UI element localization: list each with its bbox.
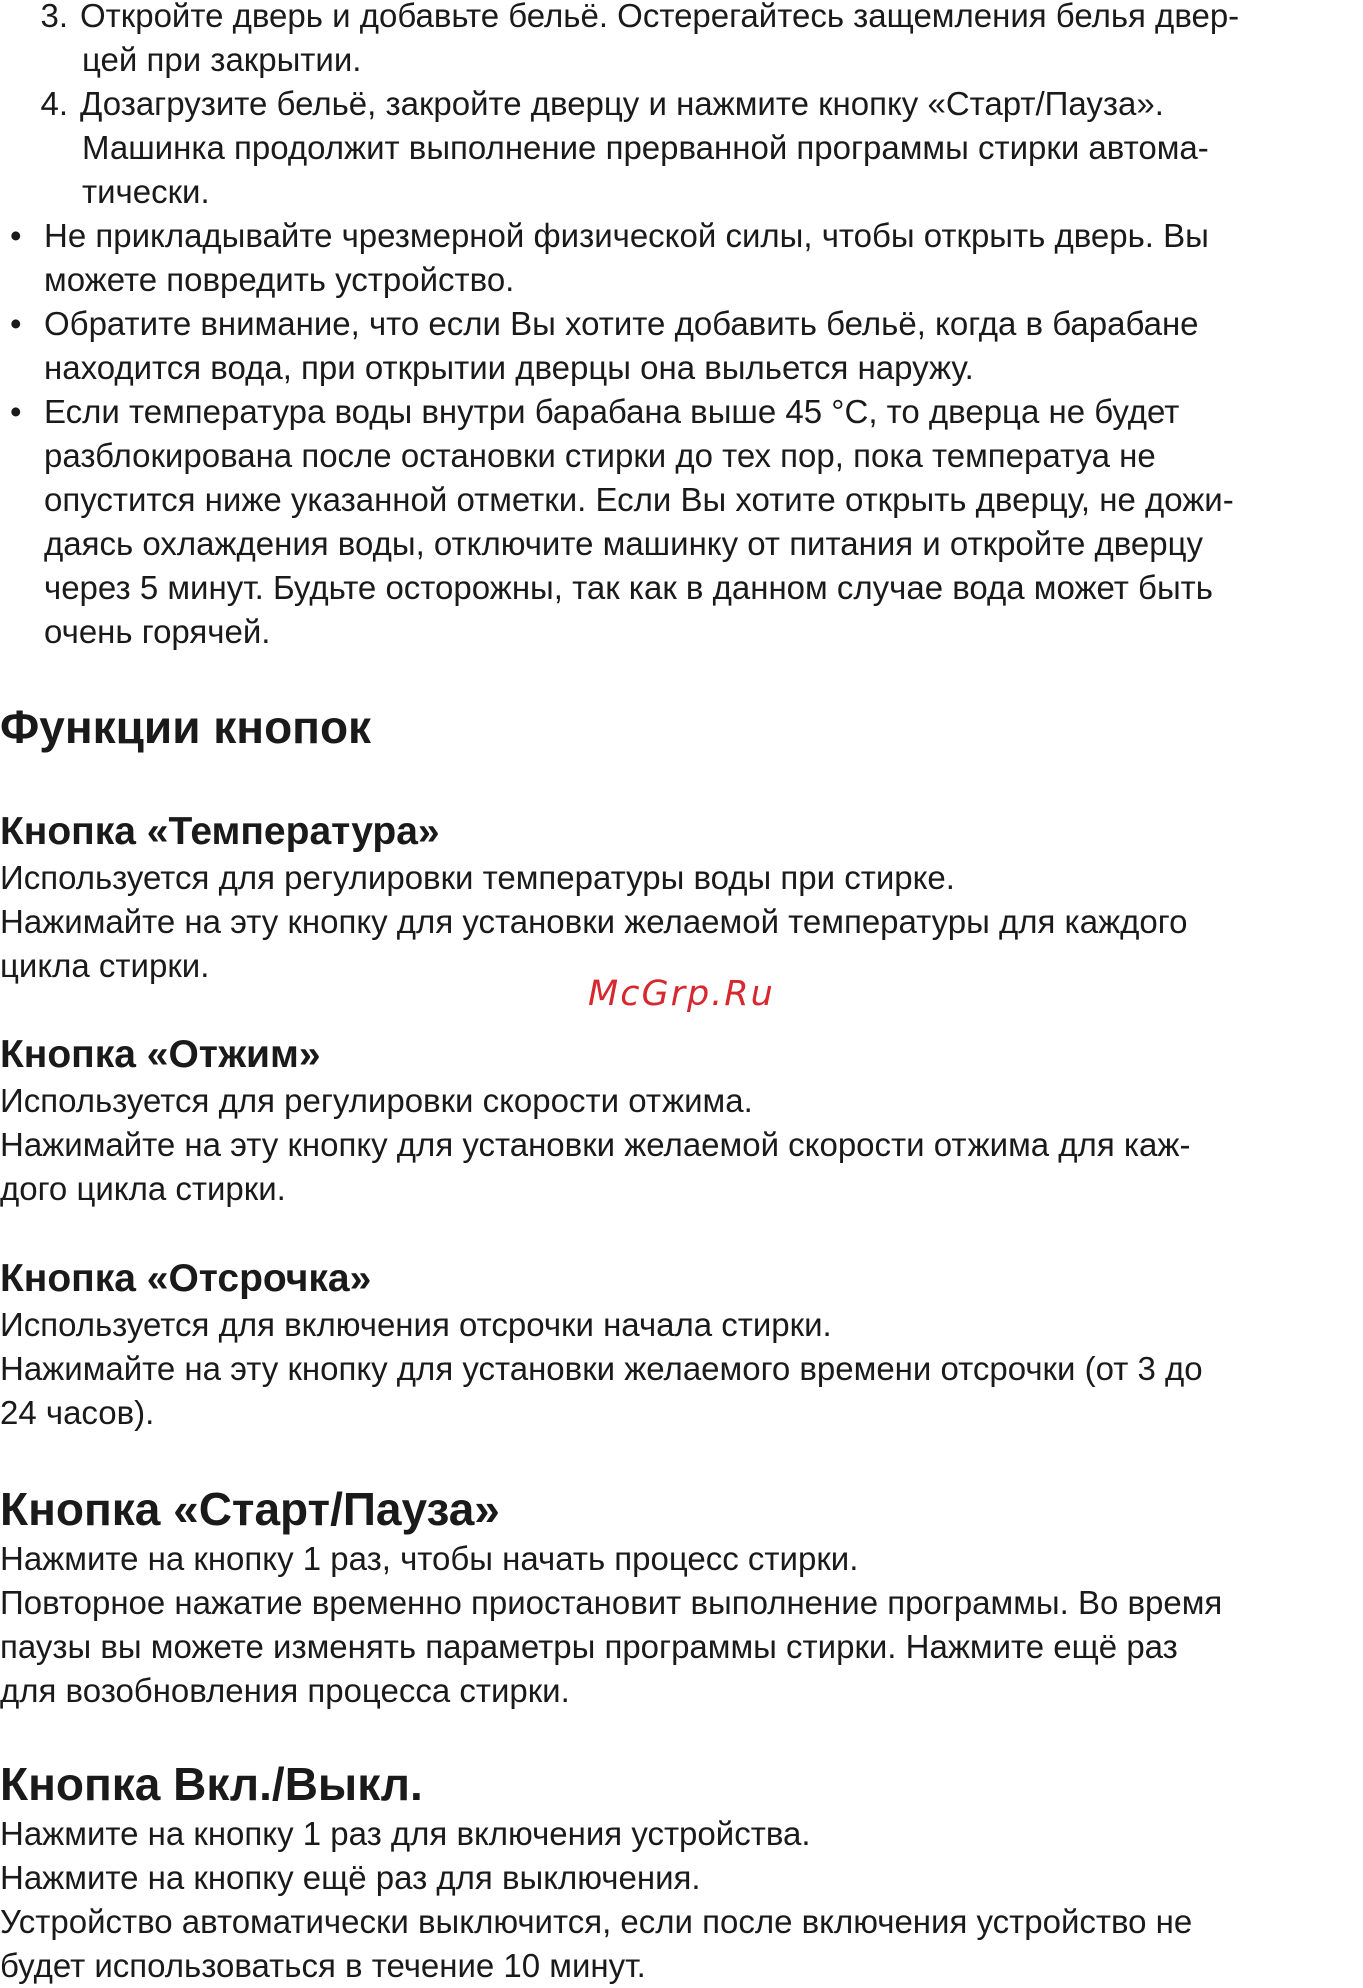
temperature-title: Кнопка «Температура»	[0, 810, 440, 853]
bullet-line: можете повредить устройство.	[44, 261, 515, 298]
bullet-line: Обратите внимание, что если Вы хотите добавить бельё, когда в барабане	[44, 305, 1199, 342]
delay-section	[0, 1255, 1363, 1435]
watermark: McGrp.Ru	[588, 974, 775, 1014]
delay-line: 24 часов).	[0, 1394, 155, 1431]
start-pause-title: Кнопка «Старт/Пауза»	[0, 1483, 500, 1535]
bullet-line: разблокирована после остановки стирки до тех пор, пока температуа не	[44, 437, 1156, 474]
numbered-list	[0, 0, 1363, 214]
power-line: Нажмите на кнопку 1 раз для включения устройства.	[0, 1815, 811, 1852]
bullet-item	[0, 214, 1363, 302]
start-pause-line: Повторное нажатие временно приостановит выполнение программы. Во время	[0, 1584, 1223, 1621]
spin-title: Кнопка «Отжим»	[0, 1033, 321, 1076]
start-pause-section	[0, 1481, 1363, 1713]
spin-line: Нажимайте на эту кнопку для установки желаемой скорости отжима для каж-	[0, 1126, 1191, 1163]
list-line: цей при закрытии.	[82, 41, 362, 78]
bullet-line: опустится ниже указанной отметки. Если Вы хотите открыть дверцу, не дожи-	[44, 481, 1234, 518]
spin-section	[0, 1031, 1363, 1211]
bullet-line: находится вода, при открытии дверцы она выльется наружу.	[44, 349, 974, 386]
start-pause-line: паузы вы можете изменять параметры программы стирки. Нажмите ещё раз	[0, 1628, 1178, 1665]
start-pause-line: Нажмите на кнопку 1 раз, чтобы начать процесс стирки.	[0, 1540, 859, 1577]
delay-line: Нажимайте на эту кнопку для установки желаемого времени отсрочки (от 3 до	[0, 1350, 1203, 1387]
delay-line: Используется для включения отсрочки начала стирки.	[0, 1306, 832, 1343]
power-section	[0, 1756, 1363, 1988]
power-line: Нажмите на кнопку ещё раз для выключения.	[0, 1859, 701, 1896]
bullet-item	[0, 390, 1363, 654]
spin-line: Используется для регулировки скорости отжима.	[0, 1082, 753, 1119]
list-line: Машинка продолжит выполнение прерванной программы стирки автома-	[82, 129, 1209, 166]
list-line: тически.	[82, 173, 210, 210]
bullet-list	[0, 214, 1363, 654]
list-item	[0, 0, 1363, 82]
bullet-line: даясь охлаждения воды, отключите машинку от питания и откройте дверцу	[44, 525, 1203, 562]
temperature-line: цикла стирки.	[0, 947, 210, 984]
bullet-item	[0, 302, 1363, 390]
power-line: будет использоваться в течение 10 минут.	[0, 1947, 646, 1984]
list-item	[0, 82, 1363, 214]
temperature-section	[0, 808, 1363, 988]
delay-title: Кнопка «Отсрочка»	[0, 1257, 372, 1300]
bullet-icon: •	[10, 393, 22, 430]
list-line: Откройте дверь и добавьте бельё. Остерегайтесь защемления белья двер-	[80, 0, 1240, 34]
bullet-line: Если температура воды внутри барабана выше 45 °C, то дверца не будет	[44, 393, 1180, 430]
list-number: 4.	[40, 85, 68, 122]
spin-line: дого цикла стирки.	[0, 1170, 286, 1207]
temperature-line: Используется для регулировки температуры воды при стирке.	[0, 859, 955, 896]
section-title: Функции кнопок	[0, 701, 372, 753]
bullet-line: через 5 минут. Будьте осторожны, так как в данном случае вода может быть	[44, 569, 1213, 606]
bullet-line: Не прикладывайте чрезмерной физической силы, чтобы открыть дверь. Вы	[44, 217, 1209, 254]
list-number: 3.	[40, 0, 68, 34]
bullet-icon: •	[10, 217, 22, 254]
temperature-line: Нажимайте на эту кнопку для установки желаемой температуры для каждого	[0, 903, 1188, 940]
power-line: Устройство автоматически выключится, если после включения устройство не	[0, 1903, 1193, 1940]
list-line: Дозагрузите бельё, закройте дверцу и нажмите кнопку «Старт/Пауза».	[80, 85, 1164, 122]
start-pause-line: для возобновления процесса стирки.	[0, 1672, 570, 1709]
bullet-icon: •	[10, 305, 22, 342]
bullet-line: очень горячей.	[44, 613, 271, 650]
power-title: Кнопка Вкл./Выкл.	[0, 1758, 423, 1810]
